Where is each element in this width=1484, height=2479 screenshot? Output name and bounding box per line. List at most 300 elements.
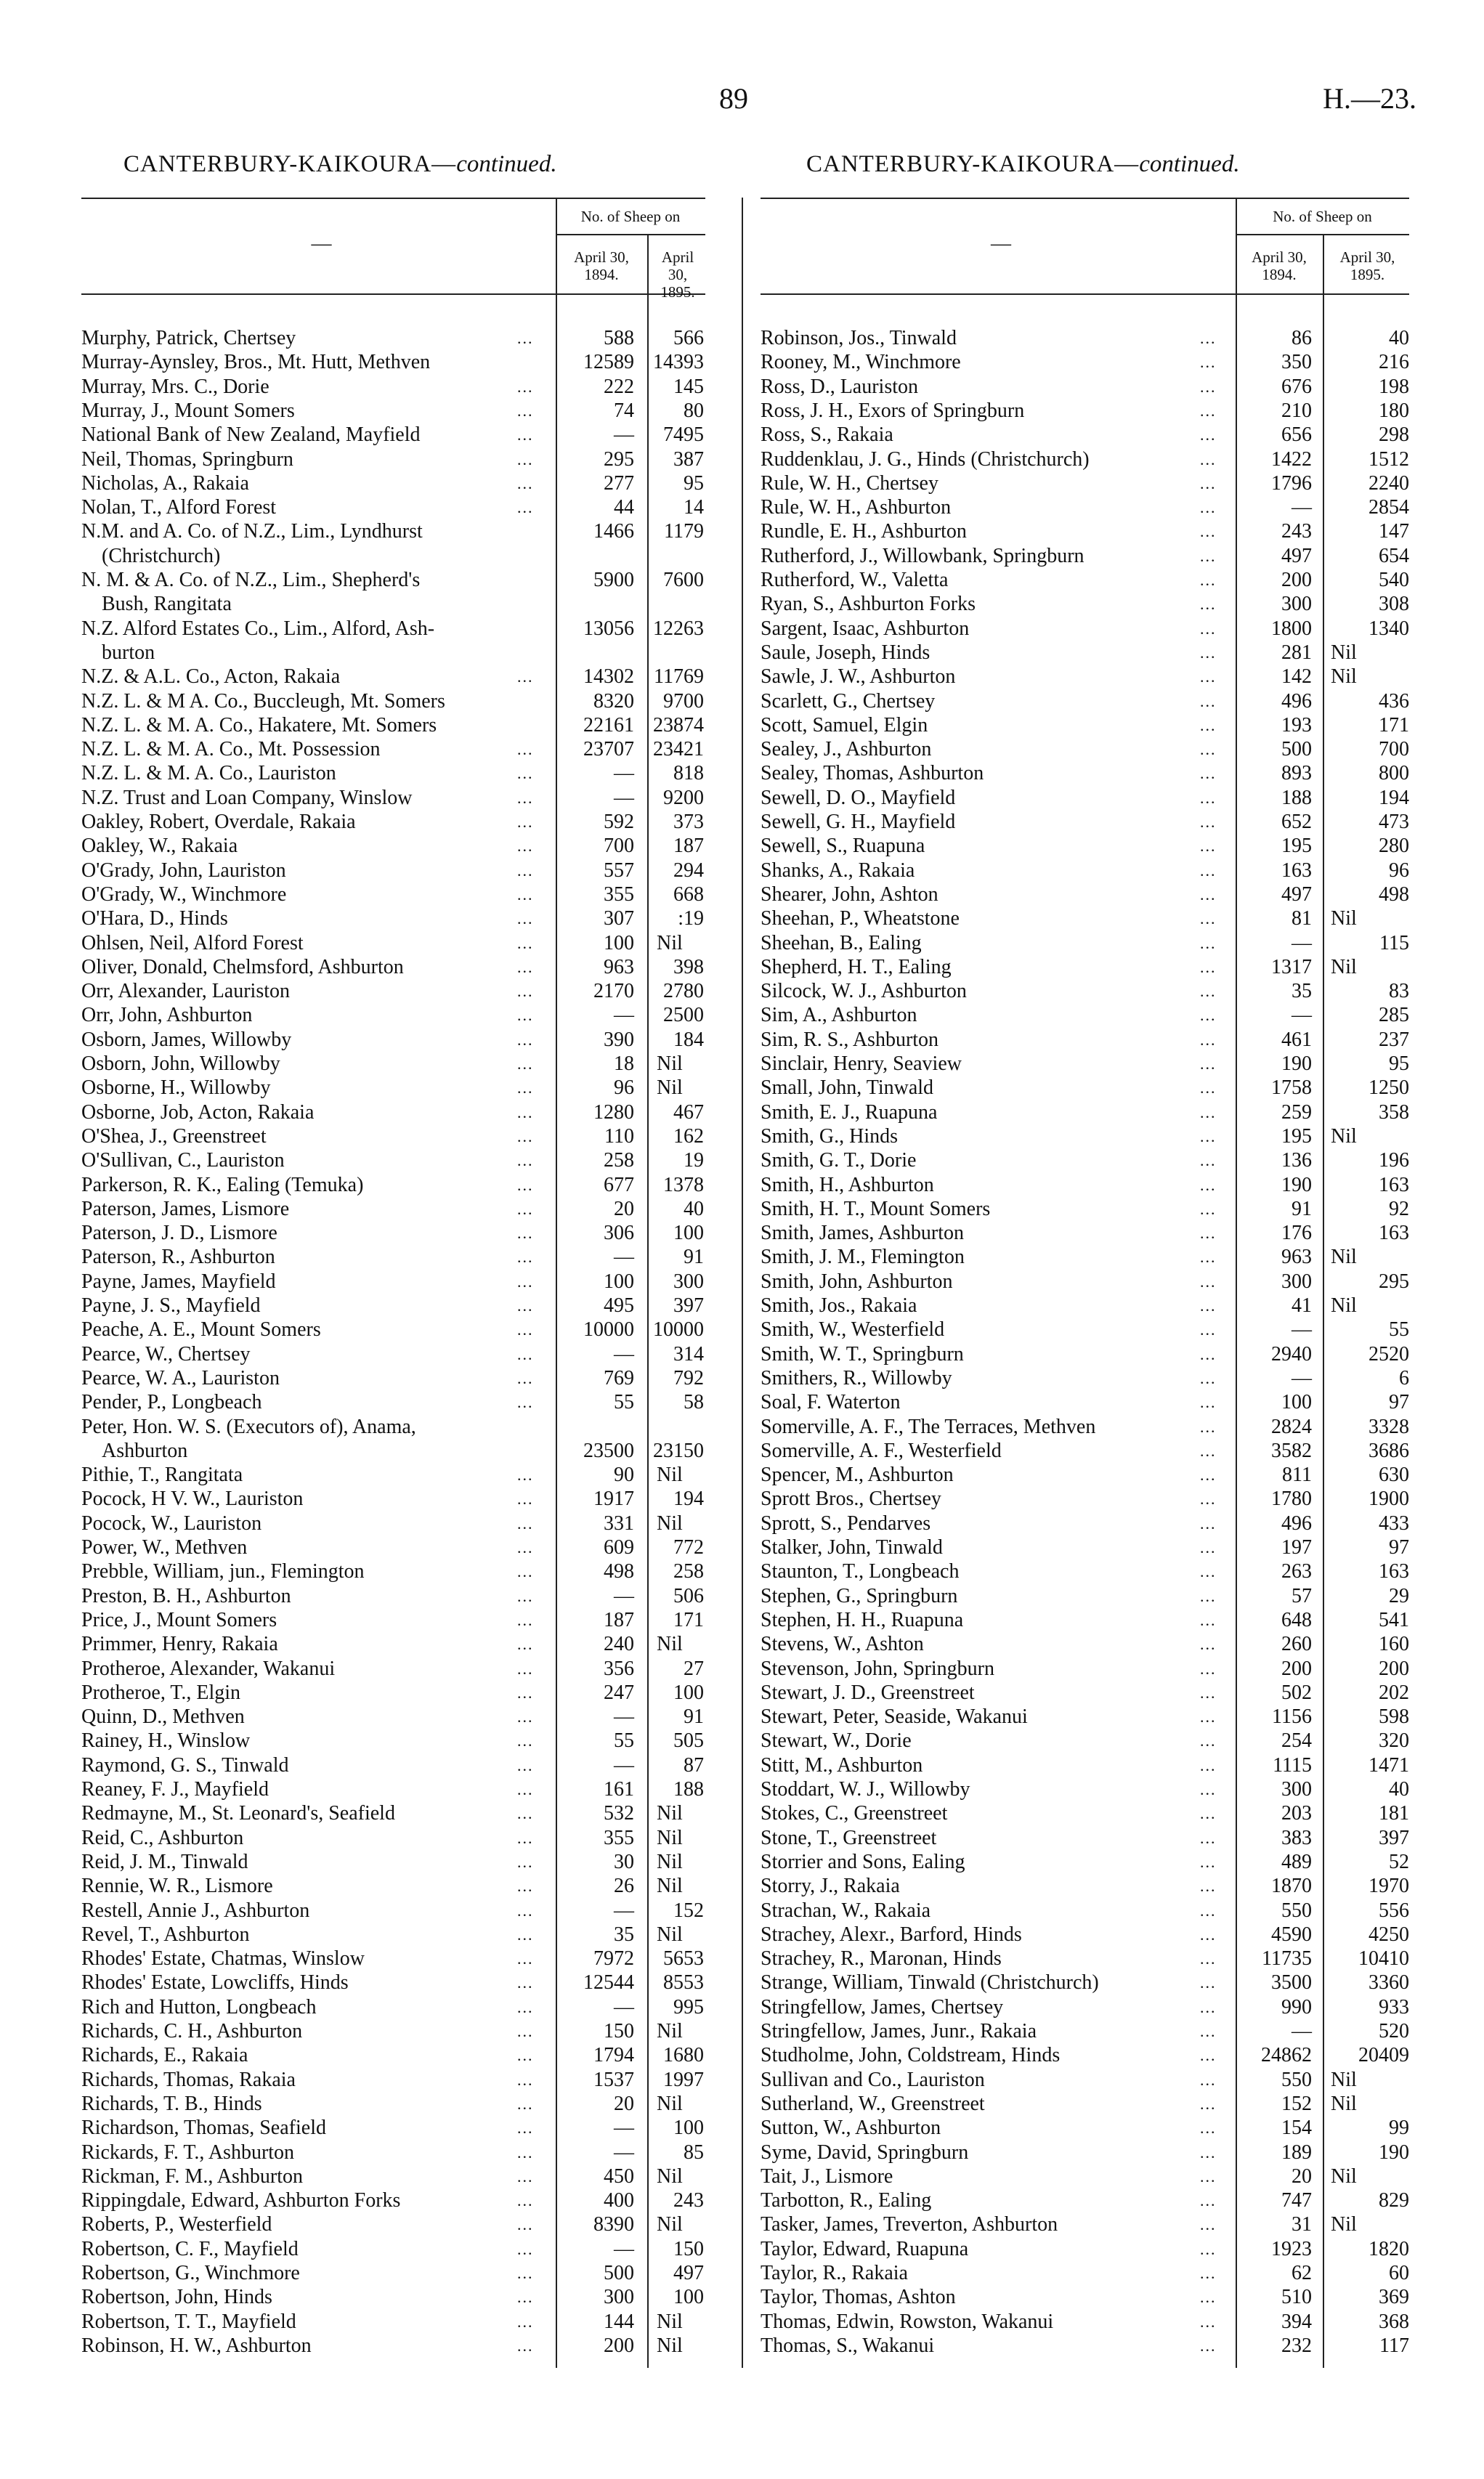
sheep-1895: 200 [1379, 1657, 1409, 1680]
sheep-1894: — [1292, 931, 1312, 954]
sheep-1894: 232 [1281, 2334, 1312, 2357]
sheep-1895: 308 [1379, 593, 1409, 616]
sheep-1895: 40 [684, 1197, 704, 1220]
document-code: H.—23. [1323, 82, 1416, 115]
owner-name: Sprott Bros., Chertsey [761, 1488, 941, 1511]
dot-leader: ... [1200, 1103, 1217, 1121]
table-row [81, 810, 705, 834]
table-row [761, 883, 1409, 906]
owner-name: Rickards, F. T., Ashburton [81, 2141, 295, 2164]
table-row [81, 423, 705, 447]
owner-name: Thomas, Edwin, Rowston, Wakanui [761, 2310, 1054, 2333]
sheep-1894: 497 [1281, 544, 1312, 567]
dot-leader: ... [1200, 2119, 1217, 2138]
sheep-1894: 62 [1292, 2262, 1312, 2284]
sheep-1895: 9200 [663, 786, 704, 809]
table-row [761, 1463, 1409, 1487]
owner-name: O'Hara, D., Hinds [81, 907, 228, 930]
sheep-1894: 677 [604, 1173, 634, 1196]
sheep-1895: 700 [1379, 738, 1409, 761]
table-row [81, 859, 705, 883]
sheep-1895: Nil [1331, 2213, 1357, 2236]
owner-name: Osborne, H., Willowby [81, 1076, 271, 1100]
table-row [761, 2164, 1409, 2188]
table-row [81, 2334, 705, 2358]
sheep-1895: 23874 [653, 713, 704, 737]
table-row [81, 834, 705, 858]
table-row [81, 1294, 705, 1318]
sheep-1895: 436 [1379, 689, 1409, 713]
table-row [81, 2188, 705, 2212]
table-row [761, 1947, 1409, 1971]
dot-leader: ... [517, 1949, 534, 1968]
sheep-1894: 700 [604, 835, 634, 858]
table-row [761, 665, 1409, 689]
dot-leader: ... [517, 1586, 534, 1605]
header-mid-rule [556, 234, 705, 235]
table-row [761, 1100, 1409, 1124]
owner-name: Murray-Aynsley, Bros., Mt. Hutt, Methven [81, 351, 431, 374]
owner-name: Smith, G., Hinds [761, 1124, 899, 1148]
sheep-1895: 194 [1379, 786, 1409, 809]
owner-name: Stevens, W., Ashton [761, 1633, 924, 1656]
sheep-1895: 300 [673, 1270, 704, 1293]
sheep-1895: 598 [1379, 1705, 1409, 1729]
sheep-1895: 117 [1379, 2334, 1409, 2357]
sheep-1894: — [1292, 496, 1312, 519]
table-row [761, 1584, 1409, 1608]
owner-name: Stevenson, John, Springburn [761, 1657, 994, 1680]
sheep-1894: 390 [604, 1028, 634, 1051]
table-row [81, 1342, 705, 1366]
table-row [761, 471, 1409, 495]
dot-leader: ... [517, 1368, 534, 1387]
table-row [761, 761, 1409, 785]
dot-leader: ... [1200, 474, 1217, 492]
sheep-1895: Nil [1331, 907, 1357, 930]
table-row [81, 1705, 705, 1729]
owner-name: Small, John, Tinwald [761, 1076, 934, 1100]
sheep-1894: — [614, 1004, 634, 1027]
table-row [81, 568, 705, 592]
table-row [81, 1657, 705, 1681]
sheep-1895: 498 [1379, 883, 1409, 906]
table-row [761, 617, 1409, 641]
table-row [81, 1632, 705, 1656]
dot-leader: ... [1200, 1079, 1217, 1098]
sheep-1894: 30 [614, 1850, 634, 1873]
owner-name: Richards, C. H., Ashburton [81, 2020, 303, 2042]
sheep-1895: 152 [673, 1899, 704, 1922]
owner-name: Rooney, M., Winchmore [761, 351, 961, 374]
table-row [81, 1753, 705, 1777]
dot-leader: ... [1200, 1683, 1217, 1702]
sheep-1895: 829 [1379, 2189, 1409, 2212]
table-row [761, 1028, 1409, 1052]
owner-name: Pearce, W., Chertsey [81, 1342, 251, 1366]
sheep-1895: 23421 [653, 738, 704, 761]
sheep-1895: 181 [1379, 1802, 1409, 1825]
sheep-1895: Nil [1331, 1294, 1357, 1317]
dot-leader: ... [1200, 1949, 1217, 1968]
dot-leader: ... [517, 885, 534, 904]
sheep-1895: Nil [657, 1512, 683, 1535]
sheep-1894: 1115 [1273, 1753, 1312, 1777]
sheep-1894: — [1292, 2020, 1312, 2042]
sheep-1895: 294 [673, 859, 704, 882]
sheep-1894: 10000 [583, 1318, 634, 1342]
table-row [761, 2116, 1409, 2140]
table-row [81, 979, 705, 1003]
sheep-1894: — [614, 1705, 634, 1729]
dot-leader: ... [517, 1804, 534, 1823]
sheep-1894: 195 [1281, 835, 1312, 858]
dot-leader: ... [517, 426, 534, 445]
table-row [81, 1487, 705, 1511]
dot-leader: ... [517, 1562, 534, 1581]
sheep-1895: 2780 [663, 980, 704, 1003]
sheep-1895: Nil [657, 1633, 683, 1656]
sheep-1895: Nil [657, 2213, 683, 2236]
dot-leader: ... [517, 1635, 534, 1654]
owner-name: Tarbotton, R., Ealing [761, 2189, 932, 2212]
sheep-1894: 210 [1281, 399, 1312, 422]
dot-leader: ... [1200, 377, 1217, 396]
sheep-1895: 91 [684, 1246, 704, 1269]
sheep-1894: 300 [1281, 593, 1312, 616]
sheep-1895: 198 [1379, 375, 1409, 398]
dot-leader: ... [1200, 2070, 1217, 2089]
owner-name: Orr, Alexander, Lauriston [81, 980, 290, 1003]
owner-name: Rundle, E. H., Ashburton [761, 520, 967, 543]
owner-name: Osborne, Job, Acton, Rakaia [81, 1100, 315, 1124]
dot-leader: ... [1200, 1538, 1217, 1557]
sheep-1894: 20 [614, 1197, 634, 1220]
owner-name: N. M. & A. Co. of N.Z., Lim., Shepherd's [81, 569, 421, 591]
table-row [81, 2285, 705, 2309]
table-row [761, 859, 1409, 883]
dot-leader: ... [1200, 1780, 1217, 1798]
owner-name: N.Z. Alford Estates Co., Lim., Alford, Ash- [81, 617, 435, 640]
owner-name: Storrier and Sons, Ealing [761, 1850, 965, 1873]
table-row [761, 495, 1409, 519]
dot-leader: ... [1200, 788, 1217, 807]
sheep-1894: 963 [604, 955, 634, 978]
owner-name: Taylor, R., Rakaia [761, 2262, 908, 2284]
sheep-1895: 433 [1379, 1512, 1409, 1535]
owner-name: Osborn, James, Willowby [81, 1028, 292, 1051]
owner-name: Rhodes' Estate, Chatmas, Winslow [81, 1947, 365, 1971]
sheep-1894: 588 [604, 327, 634, 349]
sheep-1894: 41 [1292, 1294, 1312, 1317]
dot-leader: ... [1200, 1828, 1217, 1847]
sheep-1894: 35 [614, 1923, 634, 1946]
dot-leader: ... [1200, 1708, 1217, 1727]
sheep-1895: Nil [657, 1923, 683, 1946]
sheep-1894: 35 [1292, 980, 1312, 1003]
table-row [81, 1148, 705, 1172]
table-row [81, 1899, 705, 1923]
owner-name: Stringfellow, James, Junr., Rakaia [761, 2020, 1037, 2042]
sheep-1895: 298 [1379, 423, 1409, 447]
sheep-1895: 933 [1379, 1995, 1409, 2019]
sheep-1895: Nil [657, 1464, 683, 1487]
dot-leader: ... [517, 1320, 534, 1339]
table-row [761, 1753, 1409, 1777]
sheep-1894: 300 [604, 2286, 634, 2309]
table-row [761, 1995, 1409, 2019]
sheep-1895: 27 [684, 1657, 704, 1680]
sheep-1895: 100 [673, 1222, 704, 1245]
sheep-1894: — [614, 2237, 634, 2260]
dot-leader: ... [1200, 1248, 1217, 1267]
sheep-1894: 96 [614, 1076, 634, 1100]
sheep-1894: 496 [1281, 1512, 1312, 1535]
dot-leader: ... [517, 377, 534, 396]
sheep-1895: 163 [1379, 1222, 1409, 1245]
owner-name: Sheehan, P., Wheatstone [761, 907, 960, 930]
sheep-1894: 100 [604, 931, 634, 954]
sheep-1895: 237 [1379, 1028, 1409, 1051]
sheep-1895: 280 [1379, 835, 1409, 858]
owner-name: Sewell, G. H., Mayfield [761, 811, 956, 833]
table-row [761, 326, 1409, 350]
owner-name: Robertson, C. F., Mayfield [81, 2237, 299, 2260]
sheep-1895: Nil [657, 2334, 683, 2357]
dot-leader: ... [517, 2070, 534, 2089]
sheep-1895: 115 [1379, 931, 1409, 954]
sheep-1895: 258 [673, 1560, 704, 1583]
sheep-1895: Nil [1331, 1124, 1357, 1148]
sheep-1895: 1970 [1369, 1875, 1409, 1898]
dot-leader: ... [517, 861, 534, 880]
table-row [761, 1221, 1409, 1245]
table-row [81, 592, 705, 616]
dot-leader: ... [1200, 353, 1217, 372]
owner-name: Orr, John, Ashburton [81, 1004, 253, 1027]
sheep-1895: Nil [1331, 2068, 1357, 2091]
owner-name: Rich and Hutton, Longbeach [81, 1995, 317, 2019]
dot-leader: ... [517, 1466, 534, 1485]
sheep-1894: 1280 [593, 1100, 634, 1124]
sheep-1894: 550 [1281, 1899, 1312, 1922]
sheep-1894: 254 [1281, 1729, 1312, 1753]
dot-leader: ... [1200, 1417, 1217, 1436]
dot-leader: ... [1200, 1852, 1217, 1871]
dot-leader: ... [517, 1780, 534, 1798]
sheep-1895: 7600 [663, 569, 704, 591]
sheep-1895: 1900 [1369, 1488, 1409, 1511]
sheep-1894: 74 [614, 399, 634, 422]
dot-leader: ... [1200, 1199, 1217, 1218]
sheep-1895: 3328 [1369, 1415, 1409, 1438]
table-row [81, 1512, 705, 1535]
owner-name: Pocock, H V. W., Lauriston [81, 1488, 304, 1511]
dot-leader: ... [1200, 2288, 1217, 2307]
dot-leader: ... [517, 2288, 534, 2307]
table-row [81, 2043, 705, 2067]
dot-leader: ... [1200, 1151, 1217, 1170]
dot-leader: ... [517, 401, 534, 420]
dot-leader: ... [517, 909, 534, 928]
sheep-1895: 772 [673, 1536, 704, 1559]
owner-name: Robertson, G., Winchmore [81, 2262, 300, 2284]
owner-name: Rutherford, J., Willowbank, Springburn [761, 544, 1084, 567]
dot-leader: ... [517, 668, 534, 686]
sheep-1894: — [614, 2117, 634, 2140]
sheep-1895: 295 [1379, 1270, 1409, 1293]
sheep-1895: 188 [673, 1778, 704, 1801]
sheep-1895: 180 [1379, 399, 1409, 422]
sheep-1895: 3360 [1369, 1971, 1409, 1995]
sheep-1895: 85 [684, 2141, 704, 2164]
table-row [761, 375, 1409, 399]
sheep-1895: 19 [684, 1149, 704, 1172]
sheep-1895: 97 [1389, 1536, 1409, 1559]
owner-name: Sewell, S., Ruapuna [761, 835, 925, 858]
owner-name: Stokes, C., Greenstreet [761, 1802, 948, 1825]
dot-leader: ... [517, 2022, 534, 2040]
owner-name: Stoddart, W. J., Willowby [761, 1778, 970, 1801]
dot-leader: ... [517, 2264, 534, 2282]
sheep-1895: 80 [684, 399, 704, 422]
sheep-1894: 300 [1281, 1778, 1312, 1801]
sheep-1894: 1800 [1271, 617, 1312, 640]
sheep-1895: 556 [1379, 1899, 1409, 1922]
owner-name: Sutherland, W., Greenstreet [761, 2092, 985, 2115]
sheep-1894: 259 [1281, 1100, 1312, 1124]
dot-leader: ... [1200, 595, 1217, 614]
page-center-divider [742, 198, 743, 2368]
dot-leader: ... [1200, 668, 1217, 686]
sheep-1894: 1317 [1271, 955, 1312, 978]
table-row [81, 737, 705, 761]
sheep-1894: 356 [604, 1657, 634, 1680]
dot-leader: ... [517, 1732, 534, 1750]
table-row [761, 1197, 1409, 1221]
table-row [761, 544, 1409, 568]
sheep-1895: 654 [1379, 544, 1409, 567]
table-row [761, 1415, 1409, 1439]
table-row [81, 689, 705, 713]
table-row [81, 761, 705, 785]
owner-name: Thomas, S., Wakanui [761, 2334, 935, 2357]
table-row [81, 786, 705, 810]
header-april-1895: April 30, 1895. [1339, 248, 1395, 283]
table-row [761, 2310, 1409, 2334]
owner-name: Stringfellow, James, Chertsey [761, 1995, 1004, 2019]
sheep-1894: 350 [1281, 351, 1312, 374]
table-row [81, 1535, 705, 1559]
dot-leader: ... [1200, 1344, 1217, 1363]
sheep-1895: 23150 [653, 1439, 704, 1462]
table-row [81, 471, 705, 495]
table-row [81, 1874, 705, 1898]
dot-leader: ... [1200, 2191, 1217, 2210]
sheep-1895: 1250 [1369, 1076, 1409, 1100]
sheep-1894: 81 [1292, 907, 1312, 930]
sheep-1895: 11769 [654, 665, 704, 689]
owner-name: Smith, G. T., Dorie [761, 1149, 917, 1172]
sheep-1895: 1680 [663, 2044, 704, 2067]
sheep-1895: Nil [657, 1052, 683, 1075]
sheep-1895: 100 [673, 1681, 704, 1704]
table-row [81, 1270, 705, 1294]
sheep-1894: 20 [614, 2092, 634, 2115]
sheep-1894: 502 [1281, 1681, 1312, 1704]
sheep-1894: 307 [604, 907, 634, 930]
sheep-1894: 150 [604, 2020, 634, 2042]
dot-leader: ... [1200, 1368, 1217, 1387]
table-row [81, 2237, 705, 2261]
dot-leader: ... [1200, 498, 1217, 517]
owner-name: Nicholas, A., Rakaia [81, 471, 249, 495]
sheep-1894: — [614, 1246, 634, 1269]
sheep-1894: 197 [1281, 1536, 1312, 1559]
owner-name: Preston, B. H., Ashburton [81, 1584, 291, 1607]
table-row [761, 1923, 1409, 1947]
table-row [81, 1995, 705, 2019]
sheep-1895: 160 [1379, 1633, 1409, 1656]
sheep-1894: 498 [604, 1560, 634, 1583]
dot-leader: ... [1200, 1224, 1217, 1243]
sheep-1894: 306 [604, 1222, 634, 1245]
owner-name: Parkerson, R. K., Ealing (Temuka) [81, 1173, 364, 1196]
sheep-1894: 86 [1292, 327, 1312, 349]
header-dash: — [991, 232, 1011, 255]
owner-name: Paterson, J. D., Lismore [81, 1222, 277, 1245]
table-row [761, 2334, 1409, 2358]
owner-name: Taylor, Thomas, Ashton [761, 2286, 956, 2309]
sheep-1895: Nil [657, 931, 683, 954]
sheep-1894: 26 [614, 1875, 634, 1898]
owner-name: Nolan, T., Alford Forest [81, 496, 277, 519]
table-row [761, 1777, 1409, 1801]
owner-name: Syme, David, Springburn [761, 2141, 969, 2164]
owner-name: Stone, T., Greenstreet [761, 1826, 937, 1849]
owner-name: Strachan, W., Rakaia [761, 1899, 931, 1922]
owner-name: Scott, Samuel, Elgin [761, 713, 928, 737]
sheep-1895: 58 [684, 1391, 704, 1414]
table-row [81, 1245, 705, 1269]
table-row [761, 955, 1409, 979]
dot-leader: ... [1200, 837, 1217, 856]
owner-name: Ross, D., Lauriston [761, 375, 918, 398]
sheep-1894: 247 [604, 1681, 634, 1704]
owner-name: Ross, J. H., Exors of Springburn [761, 399, 1025, 422]
header-top-rule [81, 198, 705, 199]
owner-name: O'Grady, John, Lauriston [81, 859, 286, 882]
sheep-1895: 147 [1379, 520, 1409, 543]
owner-name: Quinn, D., Methven [81, 1705, 245, 1729]
dot-leader: ... [1200, 1925, 1217, 1944]
sheep-1894: 648 [1281, 1608, 1312, 1631]
sheep-1895: 320 [1379, 1729, 1409, 1753]
dot-leader: ... [1200, 1756, 1217, 1774]
dot-leader: ... [517, 1055, 534, 1073]
sheep-1894: 2824 [1271, 1415, 1312, 1438]
sheep-1894: 1796 [1271, 471, 1312, 495]
table-row [761, 1124, 1409, 1148]
sheep-1895: 1340 [1369, 617, 1409, 640]
sheep-1894: 500 [1281, 738, 1312, 761]
sheep-1895: Nil [657, 1802, 683, 1825]
sheep-1894: 3582 [1271, 1439, 1312, 1462]
owner-name: Sutton, W., Ashburton [761, 2117, 941, 2140]
table-row [81, 519, 705, 543]
dot-leader: ... [1200, 715, 1217, 734]
sheep-1895: Nil [1331, 955, 1357, 978]
